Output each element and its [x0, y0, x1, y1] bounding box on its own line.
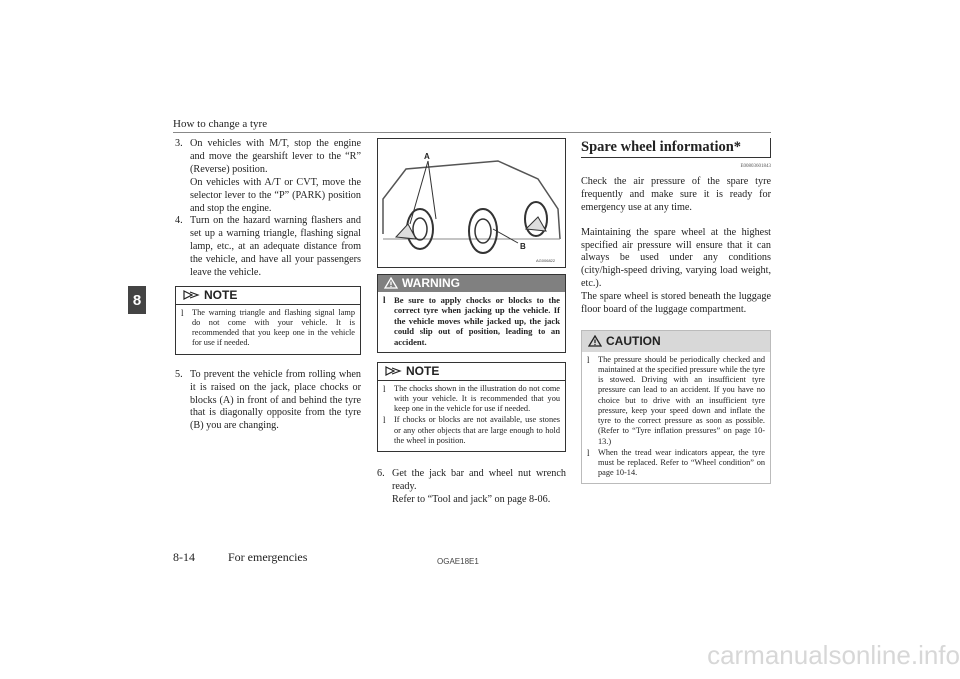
bullet-icon: l	[587, 447, 590, 458]
caution-title: CAUTION	[606, 333, 661, 348]
bullet-icon: l	[587, 354, 590, 365]
note-title: NOTE	[204, 287, 238, 302]
watermark: carmanualsonline.info	[707, 640, 960, 670]
bullet-icon: l	[383, 383, 386, 394]
note-item: l If chocks or blocks are not available, use stones or any other objects that are large enough to hold the wheel in position.	[383, 415, 560, 445]
step-3: 3. On vehicles with M/T, stop the engine and move the gearshift lever to the “R” (Reverse) position. On vehicles with A/T or CVT, move the selector lever to the “P” (PARK) position and stop the engine.	[175, 138, 361, 214]
note-icon	[182, 289, 200, 301]
section-title: Spare wheel information*	[581, 138, 771, 158]
bullet-icon: l	[181, 307, 184, 318]
step-5: 5. To prevent the vehicle from rolling when it is raised on the jack, place chocks or blocks (A) in front of and behind the tyre that is diagonally opposite from the tyre (B) you are changing.	[175, 368, 361, 432]
note-title: NOTE	[406, 363, 440, 378]
header-rule	[173, 132, 771, 133]
note-box	[377, 362, 566, 452]
caution-item: l When the tread wear indicators appear, the tyre must be replaced. Refer to “Wheel condition” on page 10-14.	[587, 447, 765, 478]
note-item: l The warning triangle and flashing signal lamp do not come with your vehicle. It is recommended that you keep one in the vehicle for use if needed.	[181, 307, 355, 348]
paragraph: Check the air pressure of the spare tyre frequently and make sure it is ready for emergency use at any time.	[581, 175, 771, 213]
footer-page-number: 8-14	[173, 550, 195, 564]
note-icon	[384, 365, 402, 377]
note-item: l The chocks shown in the illustration do not come with your vehicle. It is recommended that you keep one in the vehicle for use if needed.	[383, 383, 560, 414]
step-4: 4. Turn on the hazard warning flashers and set up a warning triangle, flashing signal lamp, etc., at an adequate distance from the vehicle, and have all your passengers leave the vehicle.	[175, 215, 361, 279]
vehicle-chock-drawing	[378, 139, 565, 265]
label-b: B	[520, 242, 526, 251]
warning-triangle-icon	[384, 277, 398, 289]
label-a: A	[424, 152, 430, 161]
paragraph: The spare wheel is stored beneath the luggage floor board of the luggage compartment.	[581, 291, 771, 316]
step-6: 6. Get the jack bar and wheel nut wrench ready. Refer to “Tool and jack” on page 8-06.	[377, 468, 566, 505]
caution-box	[581, 330, 771, 484]
section-code: E00803601843	[740, 164, 771, 169]
footer-section: For emergencies	[228, 550, 308, 564]
caution-item: l The pressure should be periodically checked and maintained at the specified pressure while the tyre is stowed. Driving with an insufficient tyre pressure can lead to an accident. If you have no choice but to drive with an insufficient tyre pressure, keep your speed down and inflate the tyre to the correct pressure as soon as possible. (Refer to “Tyre inflation pressures” on page 10-13.)	[587, 354, 765, 446]
warning-title: WARNING	[402, 276, 460, 290]
warning-box	[377, 274, 566, 353]
chapter-tab: 8	[128, 286, 146, 314]
warning-triangle-icon	[588, 335, 602, 347]
chock-illustration	[377, 138, 566, 268]
column-middle	[377, 138, 566, 507]
column-left	[175, 138, 361, 433]
footer-code: OGAE18E1	[437, 557, 479, 566]
page-header-title: How to change a tyre	[173, 118, 268, 130]
bullet-icon: l	[383, 294, 386, 305]
warning-item: l Be sure to apply chocks or blocks to the correct tyre when jacking up the vehicle. If the vehicle moves while jacked up, the jack could slip out of position, leading to an accident.	[383, 294, 560, 347]
illustration-code: AG006822	[536, 258, 556, 263]
paragraph: Maintaining the spare wheel at the highest specified air pressure will ensure that it can always be used under any conditions (city/high-speed driving, varying load weight, etc.).	[581, 226, 771, 290]
note-box	[175, 286, 361, 355]
bullet-icon: l	[383, 415, 386, 426]
column-right	[581, 138, 771, 484]
